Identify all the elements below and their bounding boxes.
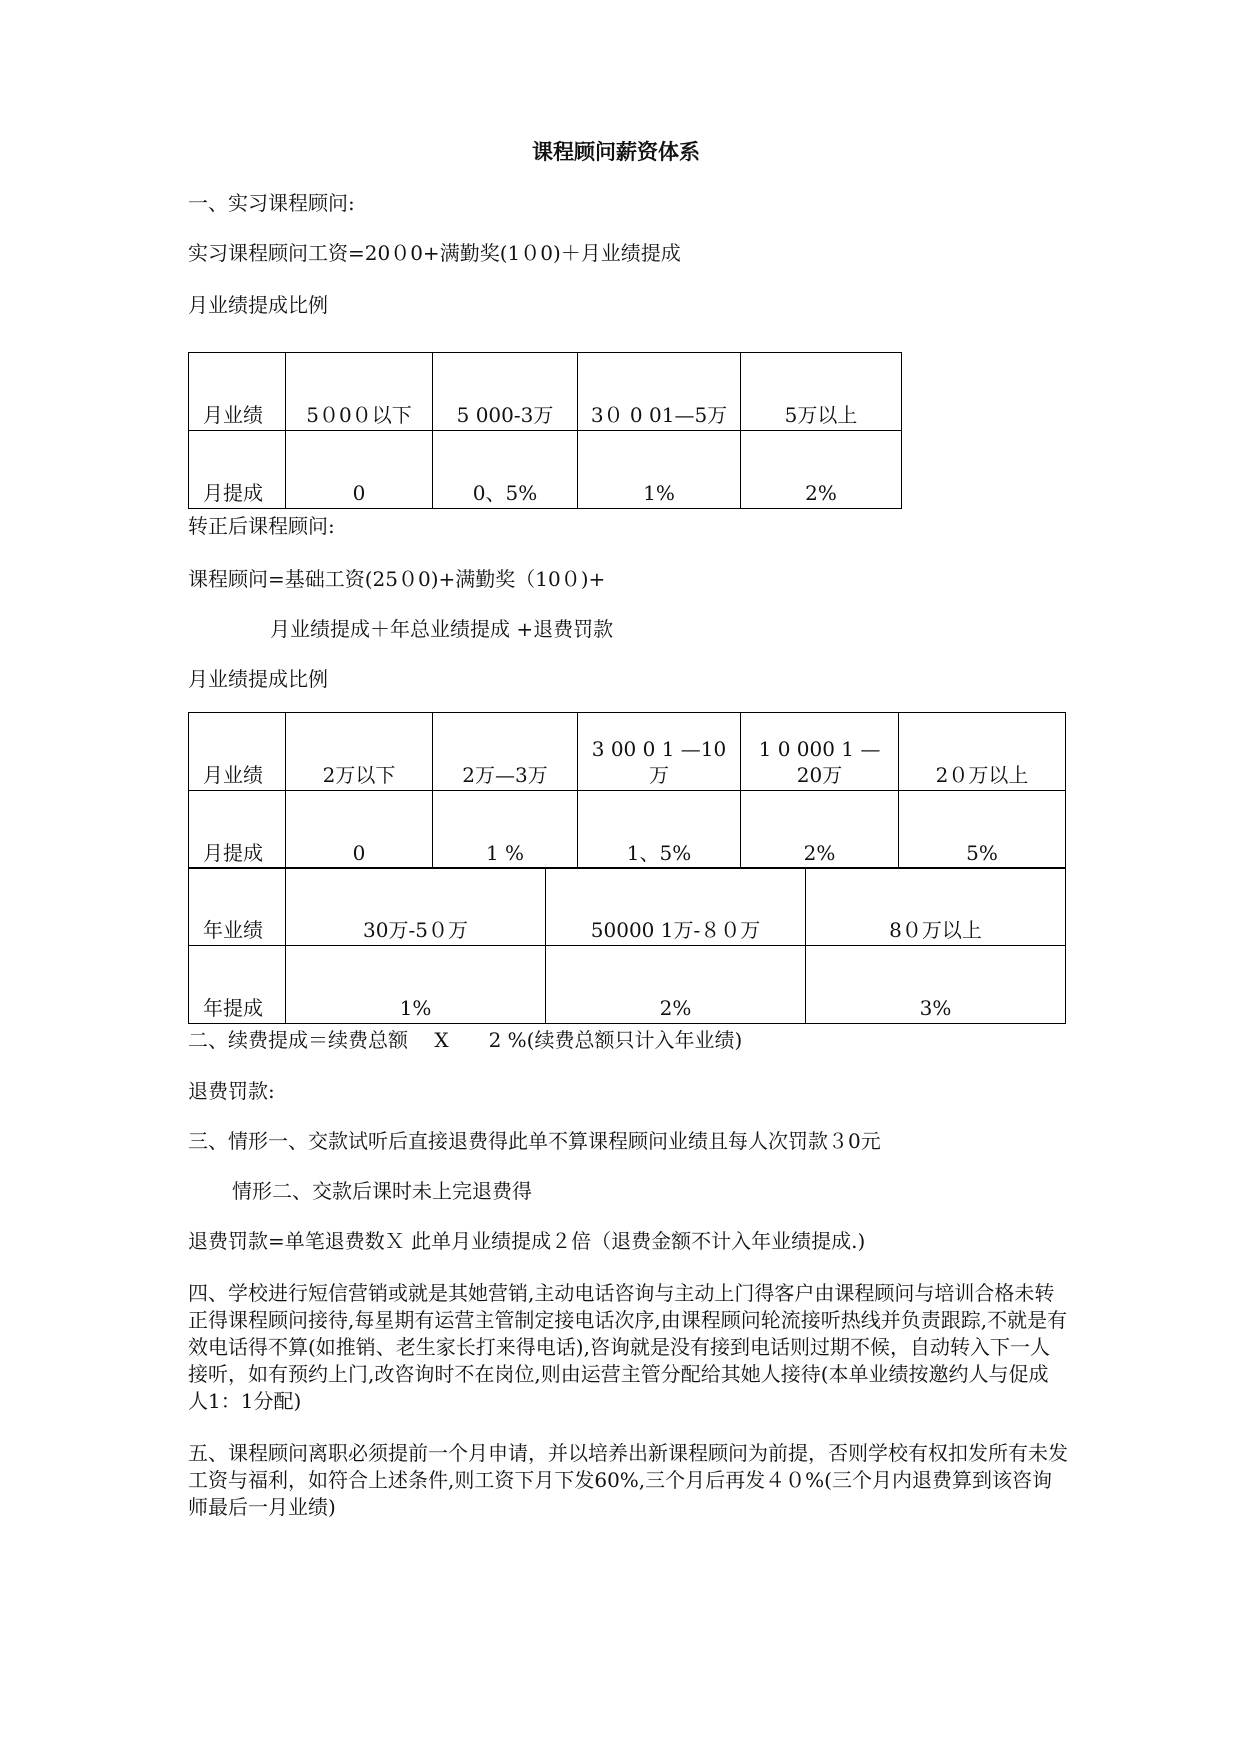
- table-cell: 1%: [578, 431, 741, 509]
- table-cell: 月提成: [189, 791, 286, 869]
- section2-formula-line1: 课程顾问=基础工资(25０0)+满勤奖（10０)+: [188, 567, 606, 591]
- section5-paragraph: 五、课程顾问离职必须提前一个月申请，并以培养出新课程顾问为前提，否则学校有权扣发所有未发工资与福利，如符合上述条件,则工资下月下发60%,三个月后再发４０%(三个月内退费算到该咨询师最后一月业绩): [188, 1441, 1068, 1519]
- table-row: [189, 713, 1066, 791]
- section4-paragraph: 四、学校进行短信营销或就是其她营销,主动电话咨询与主动上门得客户由课程顾问与培训合格未转正得课程顾问接待,每星期有运营主管制定接电话次序,由课程顾问轮流接听热线并负责跟踪,不就是有效电话得不算(如推销、老生家长打来得电话),咨询就是没有接到电话则过期不候，自动转入下一人接听，如有预约上门,改咨询时不在岗位,则由运营主管分配给其她人接待(本单业绩按邀约人与促成人1：1分配): [188, 1281, 1068, 1413]
- table-cell: 2%: [741, 791, 899, 869]
- table-row: [189, 946, 1066, 1024]
- table-cell: 2０万以上: [899, 713, 1066, 791]
- table-cell: 8０万以上: [806, 868, 1066, 946]
- table-cell: 1 0 000 1 — 20万: [741, 713, 899, 791]
- table-cell: 2万以下: [286, 713, 433, 791]
- table-cell: 5万以上: [741, 353, 902, 431]
- refund-formula: 退费罚款=单笔退费数Ｘ 此单月业绩提成２倍（退费金额不计入年业绩提成.): [188, 1229, 866, 1253]
- table-cell: 年提成: [189, 946, 286, 1024]
- monthly-commission-table: [188, 712, 1066, 869]
- table-cell: 5０0０以下: [286, 353, 433, 431]
- table-cell: 1 %: [433, 791, 578, 869]
- table-cell: 5%: [899, 791, 1066, 869]
- table-cell: 50000 1万-８０万: [546, 868, 806, 946]
- table-cell: 3０ 0 01—5万: [578, 353, 741, 431]
- yearly-commission-table: [188, 867, 1066, 1024]
- refund-penalty-label: 退费罚款:: [188, 1079, 275, 1103]
- section2-heading: 转正后课程顾问:: [188, 514, 335, 538]
- table-cell: 月业绩: [189, 713, 286, 791]
- table-cell: 0: [286, 431, 433, 509]
- table-cell: 0: [286, 791, 433, 869]
- table-row: [189, 868, 1066, 946]
- table-cell: 月业绩: [189, 353, 286, 431]
- table-cell: 2万—3万: [433, 713, 578, 791]
- section2-ratio-label: 月业绩提成比例: [188, 667, 328, 691]
- section1-formula: 实习课程顾问工资=20０0+满勤奖(1０0)＋月业绩提成: [188, 241, 681, 265]
- case-two: 情形二、交款后课时未上完退费得: [232, 1179, 532, 1203]
- table-cell: 1%: [286, 946, 546, 1024]
- table-cell: 5 000-3万: [433, 353, 578, 431]
- section1-heading: 一、实习课程顾问:: [188, 191, 355, 215]
- page-title: 课程顾问薪资体系: [532, 139, 700, 164]
- table-row: [189, 353, 902, 431]
- table-cell: 3 00 0 1 —10万: [578, 713, 741, 791]
- case-one: 三、情形一、交款试听后直接退费得此单不算课程顾问业绩且每人次罚款３0元: [188, 1129, 881, 1153]
- intern-commission-table: [188, 352, 902, 509]
- table-row: [189, 791, 1066, 869]
- section2-formula-line2: 月业绩提成＋年总业绩提成 +退费罚款: [270, 617, 614, 641]
- table-cell: 30万-5０万: [286, 868, 546, 946]
- table-row: [189, 431, 902, 509]
- section1-ratio-label: 月业绩提成比例: [188, 293, 328, 317]
- table-cell: 月提成: [189, 431, 286, 509]
- table-cell: 年业绩: [189, 868, 286, 946]
- table-cell: 2%: [546, 946, 806, 1024]
- table-cell: 1、5%: [578, 791, 741, 869]
- table-cell: 3%: [806, 946, 1066, 1024]
- table-cell: 2%: [741, 431, 902, 509]
- renewal-commission: 二、续费提成＝续费总额 X 2 %(续费总额只计入年业绩): [188, 1028, 743, 1052]
- table-cell: 0、5%: [433, 431, 578, 509]
